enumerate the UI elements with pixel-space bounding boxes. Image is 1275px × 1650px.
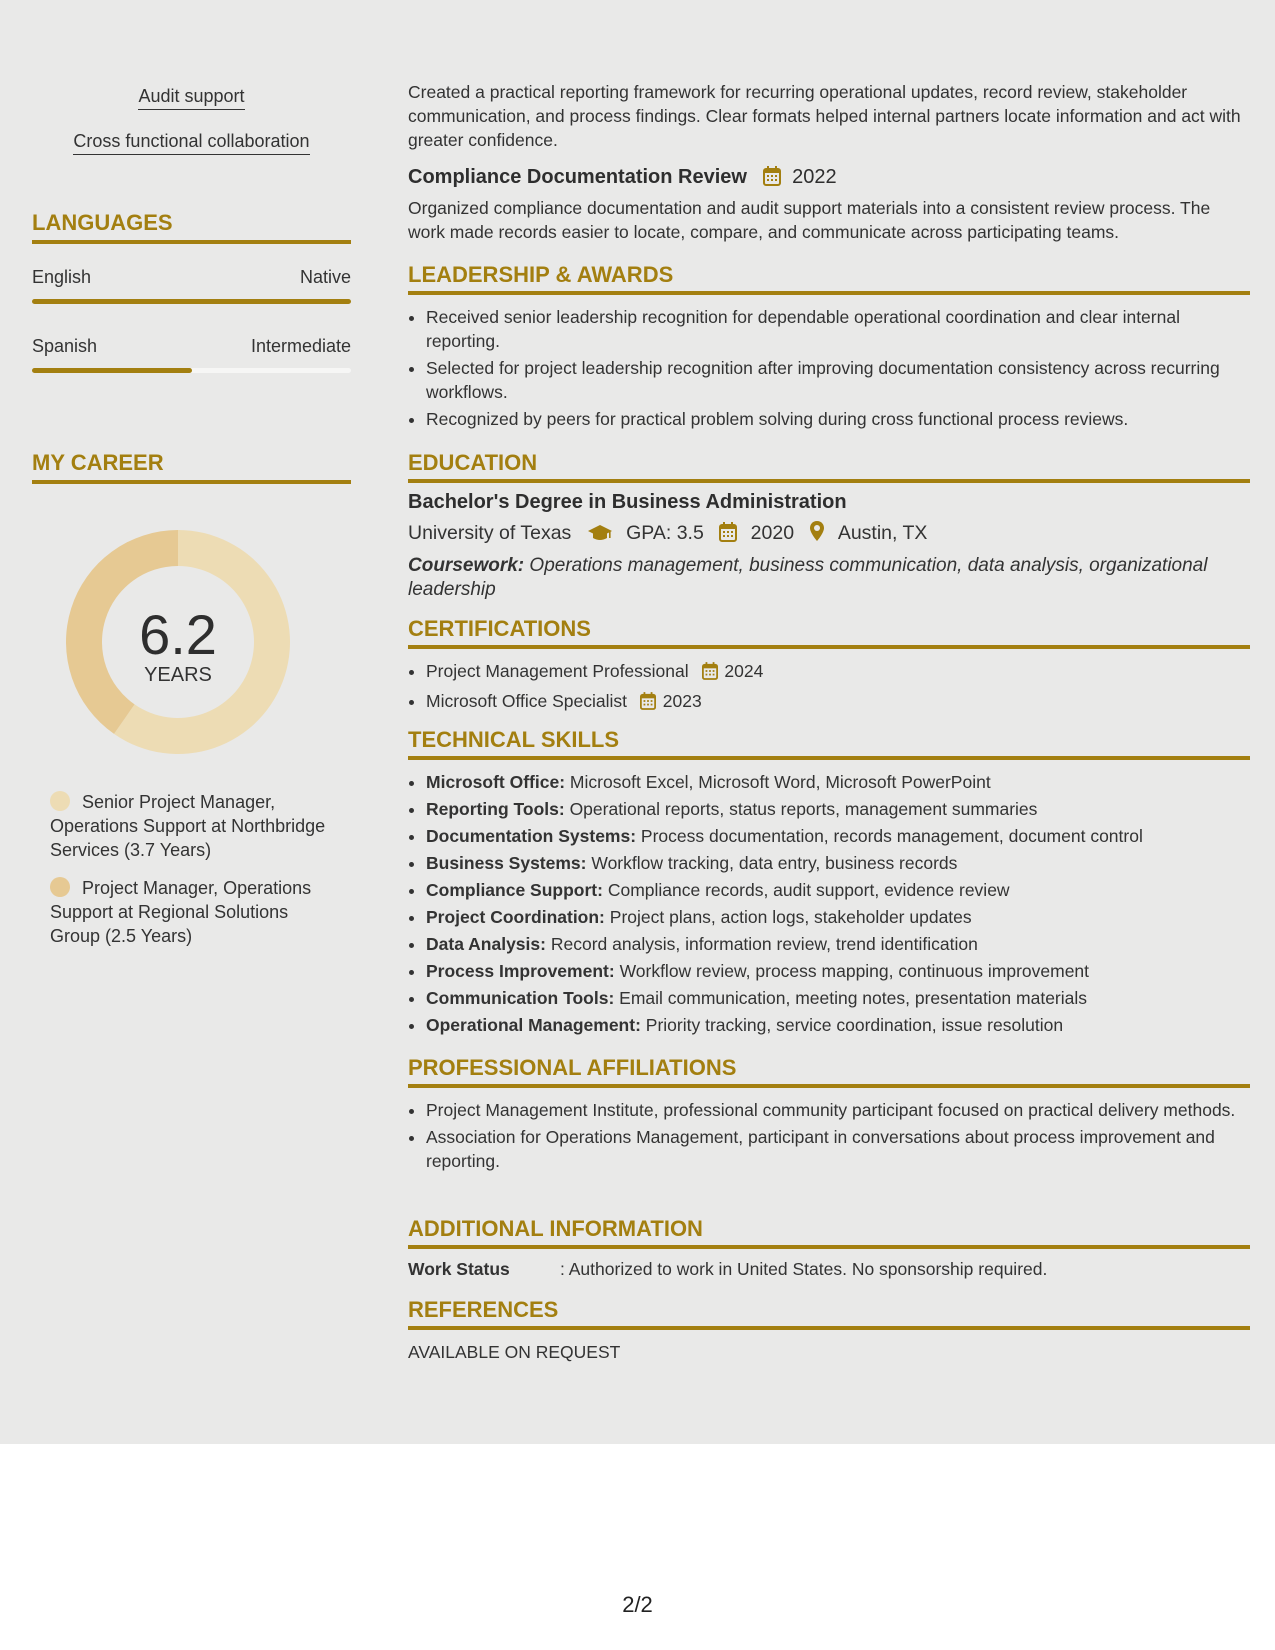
career-unit: YEARS: [144, 664, 212, 686]
list-item: • Selected for project leadership recognition after improving documentation consistency across recurring workflows.: [426, 356, 1250, 404]
technical-skills-section: [408, 727, 1250, 1040]
list-item: • Operational Management: Priority tracking, service coordination, issue resolution: [426, 1013, 1250, 1037]
language-row: [32, 336, 351, 357]
list-item: • Process Improvement: Workflow review, process mapping, continuous improvement: [426, 959, 1250, 983]
list-item: • Project Management Institute, professional community participant focused on practical delivery methods.: [426, 1098, 1250, 1122]
page-number: 2/2: [622, 1592, 653, 1617]
certifications-list: [408, 659, 1250, 716]
location-pin-icon: [809, 520, 825, 548]
language-level: Intermediate: [250, 336, 351, 356]
gpa: GPA: 3.5: [626, 522, 704, 544]
list-item: • Microsoft Office Specialist 2023: [426, 689, 1250, 716]
language-name: Spanish: [32, 336, 98, 356]
legend-dot: [50, 791, 70, 811]
work-status-row: [408, 1257, 1250, 1281]
references-section: [408, 1297, 1250, 1364]
skill-tag: Audit support: [32, 86, 351, 107]
school-name: University of Texas: [408, 522, 572, 544]
calendar-icon: [763, 166, 781, 192]
project-entry: [408, 166, 1250, 244]
list-item: • Compliance Support: Compliance records, audit support, evidence review: [426, 878, 1250, 902]
affiliations-list: [408, 1098, 1250, 1173]
list-item: • Microsoft Office: Microsoft Excel, Microsoft Word, Microsoft PowerPoint: [426, 770, 1250, 794]
language-row: [32, 267, 351, 288]
career-total: 6.2: [139, 603, 217, 666]
language-bar: [32, 368, 351, 373]
references-text: AVAILABLE ON REQUEST: [408, 1342, 621, 1362]
school-location: Austin, TX: [837, 522, 928, 544]
affiliations-section: [408, 1055, 1250, 1176]
project-title: Compliance Documentation Review: [408, 166, 747, 188]
list-item: • Association for Operations Management, participant in conversations about process improvement and reporting.: [426, 1125, 1250, 1173]
education-details: [408, 520, 1250, 548]
calendar-icon: [702, 662, 718, 686]
list-item: • Business Systems: Workflow tracking, data entry, business records: [426, 851, 1250, 875]
graduation-year: 2020: [750, 522, 795, 544]
project-year: 2022: [792, 166, 837, 188]
list-item: • Project Management Professional 2024: [426, 659, 1250, 686]
list-item: • Received senior leadership recognition for dependable operational coordination and clear internal reporting.: [426, 305, 1250, 353]
education-section: [408, 450, 1250, 602]
list-item: • Recognized by peers for practical problem solving during cross functional process reviews.: [426, 407, 1250, 431]
legend-dot: [50, 877, 70, 897]
leadership-list: [408, 305, 1250, 431]
career-heading: MY CAREER: [32, 450, 351, 484]
language-level: Native: [299, 267, 351, 287]
language-bar: [32, 299, 351, 304]
language-name: English: [32, 267, 92, 287]
calendar-icon: [719, 522, 737, 548]
language-bar-fill: [32, 368, 192, 373]
project-description: Organized compliance documentation and audit support materials into a consistent review process. The work made records easier to locate, compare, and communicate across participating teams.: [408, 198, 1211, 242]
coursework-label: Coursework:: [408, 555, 525, 576]
skill-tag: Cross functional collaboration: [32, 131, 351, 152]
leadership-section: [408, 262, 1250, 434]
graduation-cap-icon: [587, 524, 613, 548]
career-legend-item: Senior Project Manager, Operations Support at Northbridge Services (3.7 Years): [50, 792, 326, 860]
languages-heading: LANGUAGES: [32, 210, 351, 244]
work-status-label: Work Status: [408, 1259, 510, 1279]
additional-info-section: [408, 1216, 1250, 1281]
degree-title: Bachelor's Degree in Business Administration: [408, 491, 847, 513]
language-bar-fill: [32, 299, 351, 304]
work-status-value: : Authorized to work in United States. No sponsorship required.: [560, 1259, 1048, 1279]
list-item: • Reporting Tools: Operational reports, status reports, management summaries: [426, 797, 1250, 821]
list-item: • Documentation Systems: Process documentation, records management, document control: [426, 824, 1250, 848]
calendar-icon: [640, 692, 656, 716]
certifications-heading: CERTIFICATIONS: [408, 616, 1250, 649]
references-heading: REFERENCES: [408, 1297, 1250, 1330]
list-item: • Project Coordination: Project plans, action logs, stakeholder updates: [426, 905, 1250, 929]
additional-info-heading: ADDITIONAL INFORMATION: [408, 1216, 1250, 1249]
leadership-heading: LEADERSHIP & AWARDS: [408, 262, 1250, 295]
career-donut-chart: [66, 530, 290, 754]
intro-block: [408, 80, 1250, 152]
project-title-line: [408, 166, 1250, 192]
intro-paragraph: Created a practical reporting framework for recurring operational updates, record review, stakeholder communication, and process findings. Clear formats helped internal partners locate information and act with greater confidence.: [408, 82, 1241, 150]
coursework-text: Operations management, business communication, data analysis, organizational leadership: [408, 555, 1208, 600]
affiliations-heading: PROFESSIONAL AFFILIATIONS: [408, 1055, 1250, 1088]
list-item: • Communication Tools: Email communication, meeting notes, presentation materials: [426, 986, 1250, 1010]
technical-skills-heading: TECHNICAL SKILLS: [408, 727, 1250, 760]
list-item: • Data Analysis: Record analysis, information review, trend identification: [426, 932, 1250, 956]
education-heading: EDUCATION: [408, 450, 1250, 483]
career-legend-item: Project Manager, Operations Support at Regional Solutions Group (2.5 Years): [50, 878, 312, 946]
coursework: [408, 554, 1250, 602]
technical-skills-list: [408, 770, 1250, 1037]
certifications-section: [408, 616, 1250, 719]
